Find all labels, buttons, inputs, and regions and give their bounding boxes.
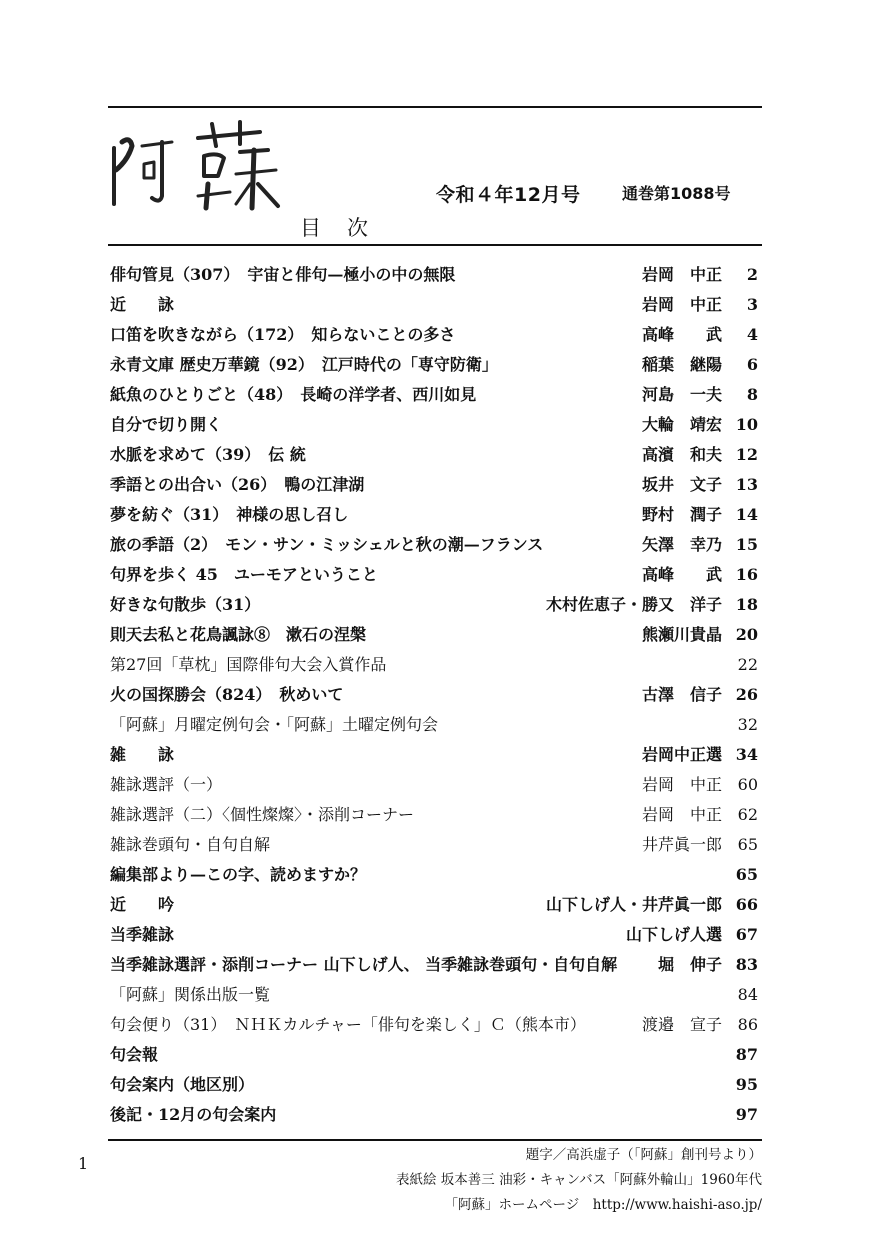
toc-entry[interactable] bbox=[108, 710, 758, 740]
toc-entry[interactable] bbox=[108, 350, 758, 380]
toc-title: 口笛を吹きながら（172） 知らないことの多さ bbox=[110, 325, 456, 344]
contents-heading: 目次 bbox=[300, 216, 394, 240]
toc-title: 近 詠 bbox=[110, 295, 175, 314]
toc-title: 季語との出合い（26） 鴨の江津湖 bbox=[110, 475, 365, 494]
toc-author: 山下しげ人選 bbox=[625, 925, 722, 944]
title-calligraphy-logo bbox=[100, 112, 300, 212]
toc-title: 「阿蘇」月曜定例句会・「阿蘇」土曜定例句会 bbox=[110, 715, 439, 734]
toc-author: 岩岡 中正 bbox=[641, 295, 722, 314]
toc-entry[interactable] bbox=[108, 530, 758, 560]
toc-title: 句会報 bbox=[110, 1045, 159, 1064]
toc-entry[interactable] bbox=[108, 950, 758, 980]
toc-title: 句界を歩く 45 ユーモアということ bbox=[110, 565, 378, 584]
toc-entry[interactable] bbox=[108, 1100, 758, 1130]
toc-entry[interactable] bbox=[108, 290, 758, 320]
cover-credit: 表紙絵 坂本善三 油彩・キャンバス「阿蘇外輪山」1960年代 bbox=[396, 1172, 762, 1188]
toc-title: 句会便り（31） ＮＨＫカルチャー「俳句を楽しく」Ｃ（熊本市） bbox=[110, 1015, 586, 1034]
toc-title: 「阿蘇」関係出版一覧 bbox=[110, 985, 271, 1004]
volume-number: 通巻第1088号 bbox=[622, 184, 731, 203]
top-rule bbox=[108, 106, 762, 108]
toc-entry[interactable] bbox=[108, 440, 758, 470]
toc-title: 好きな句散歩（31） bbox=[110, 595, 261, 614]
toc-author: 岩岡中正選 bbox=[641, 745, 722, 764]
toc-page: 14 bbox=[735, 505, 758, 524]
toc-page: 86 bbox=[737, 1015, 758, 1034]
homepage-link[interactable]: 「阿蘇」ホームページ http://www.haishi-aso.jp/ bbox=[444, 1197, 762, 1213]
toc-entry[interactable] bbox=[108, 1040, 758, 1070]
table-of-contents bbox=[108, 260, 758, 1130]
toc-author: 河島 一夫 bbox=[641, 385, 722, 404]
toc-title: 水脈を求めて（39） 伝 統 bbox=[110, 445, 306, 464]
toc-page: 65 bbox=[735, 865, 758, 884]
toc-entry[interactable] bbox=[108, 620, 758, 650]
toc-entry[interactable] bbox=[108, 770, 758, 800]
toc-entry[interactable] bbox=[108, 890, 758, 920]
toc-page: 16 bbox=[735, 565, 758, 584]
toc-entry[interactable] bbox=[108, 500, 758, 530]
toc-title: 則天去私と花鳥諷詠⑧ 漱石の涅槃 bbox=[110, 625, 367, 644]
toc-entry[interactable] bbox=[108, 740, 758, 770]
toc-author: 岩岡 中正 bbox=[641, 775, 722, 794]
toc-author: 渡邉 宣子 bbox=[641, 1015, 722, 1034]
toc-entry[interactable] bbox=[108, 1010, 758, 1040]
toc-author: 熊瀬川貴晶 bbox=[641, 625, 722, 644]
toc-entry[interactable] bbox=[108, 410, 758, 440]
toc-page: 83 bbox=[735, 955, 758, 974]
toc-author: 堀 伸子 bbox=[657, 955, 722, 974]
toc-page: 10 bbox=[735, 415, 758, 434]
toc-page: 13 bbox=[735, 475, 758, 494]
toc-page: 84 bbox=[737, 985, 758, 1004]
toc-title: 編集部より—この字、読めますか？ bbox=[110, 865, 367, 884]
toc-entry[interactable] bbox=[108, 380, 758, 410]
toc-page: 87 bbox=[735, 1045, 758, 1064]
toc-entry[interactable] bbox=[108, 320, 758, 350]
toc-title: 自分で切り開く bbox=[110, 415, 223, 434]
title-credit: 題字／高浜虚子（「阿蘇」創刊号より） bbox=[525, 1147, 762, 1163]
toc-title: 旅の季語（2） モン・サン・ミッシェルと秋の潮—フランス bbox=[110, 535, 544, 554]
toc-page: 4 bbox=[746, 325, 758, 344]
issue-date: 令和４年12月号 bbox=[436, 184, 581, 206]
toc-entry[interactable] bbox=[108, 980, 758, 1010]
toc-title: 俳句管見（307） 宇宙と俳句—極小の中の無限 bbox=[110, 265, 456, 284]
toc-author: 高濱 和夫 bbox=[641, 445, 722, 464]
toc-page: 18 bbox=[735, 595, 758, 614]
toc-title: 雑 詠 bbox=[110, 745, 175, 764]
toc-entry[interactable] bbox=[108, 680, 758, 710]
toc-title: 雑詠巻頭句・自句自解 bbox=[110, 835, 271, 854]
toc-title: 後記・12月の句会案内 bbox=[110, 1105, 277, 1124]
toc-author: 井芹眞一郎 bbox=[641, 835, 722, 854]
toc-author: 高峰 武 bbox=[641, 565, 722, 584]
toc-title: 夢を紡ぐ（31） 神様の思し召し bbox=[110, 505, 349, 524]
toc-title: 火の国探勝会（824） 秋めいて bbox=[110, 685, 344, 704]
toc-page: 65 bbox=[737, 835, 758, 854]
toc-page: 12 bbox=[735, 445, 758, 464]
toc-author: 野村 潤子 bbox=[641, 505, 722, 524]
toc-page: 95 bbox=[735, 1075, 758, 1094]
toc-title: 雑詠選評（一） bbox=[110, 775, 223, 794]
toc-page: 66 bbox=[735, 895, 758, 914]
toc-entry[interactable] bbox=[108, 830, 758, 860]
toc-author: 稲葉 継陽 bbox=[641, 355, 722, 374]
toc-entry[interactable] bbox=[108, 800, 758, 830]
toc-page: 34 bbox=[735, 745, 758, 764]
toc-author: 大輪 靖宏 bbox=[641, 415, 722, 434]
toc-entry[interactable] bbox=[108, 650, 758, 680]
toc-entry[interactable] bbox=[108, 560, 758, 590]
toc-page: 8 bbox=[746, 385, 758, 404]
toc-entry[interactable] bbox=[108, 1070, 758, 1100]
toc-author: 山下しげ人・井芹眞一郎 bbox=[545, 895, 722, 914]
toc-entry[interactable] bbox=[108, 590, 758, 620]
page-number: 1 bbox=[78, 1154, 89, 1173]
toc-title: 紙魚のひとりごと（48） 長崎の洋学者、西川如見 bbox=[110, 385, 477, 404]
toc-title: 第27回「草枕」国際俳句大会入賞作品 bbox=[110, 655, 387, 674]
toc-author: 高峰 武 bbox=[641, 325, 722, 344]
toc-page: 6 bbox=[746, 355, 758, 374]
toc-page: 20 bbox=[735, 625, 758, 644]
toc-author: 矢澤 幸乃 bbox=[641, 535, 722, 554]
toc-title: 永青文庫 歴史万華鏡（92） 江戸時代の「専守防衛」 bbox=[110, 355, 498, 374]
toc-page: 97 bbox=[735, 1105, 758, 1124]
toc-page: 60 bbox=[737, 775, 758, 794]
toc-entry[interactable] bbox=[108, 260, 758, 290]
toc-entry[interactable] bbox=[108, 470, 758, 500]
toc-page: 2 bbox=[746, 265, 758, 284]
toc-page: 26 bbox=[735, 685, 758, 704]
toc-title: 雑詠選評（二）〈個性燦燦〉・添削コーナー bbox=[110, 805, 415, 824]
toc-author: 木村佐恵子・勝又 洋子 bbox=[545, 595, 722, 614]
toc-page: 62 bbox=[737, 805, 758, 824]
toc-title: 近 吟 bbox=[110, 895, 175, 914]
toc-author: 古澤 信子 bbox=[641, 685, 722, 704]
toc-page: 15 bbox=[735, 535, 758, 554]
toc-author: 岩岡 中正 bbox=[641, 265, 722, 284]
header-rule bbox=[108, 244, 762, 246]
toc-page: 67 bbox=[735, 925, 758, 944]
toc-page: 22 bbox=[737, 655, 758, 674]
toc-entry[interactable] bbox=[108, 920, 758, 950]
toc-title: 当季雑詠選評・添削コーナー 山下しげ人、 当季雑詠巻頭句・自句自解 bbox=[110, 955, 618, 974]
toc-author: 坂井 文子 bbox=[641, 475, 722, 494]
footer-rule bbox=[108, 1139, 762, 1141]
toc-page: 32 bbox=[737, 715, 758, 734]
toc-title: 句会案内（地区別） bbox=[110, 1075, 255, 1094]
toc-entry[interactable] bbox=[108, 860, 758, 890]
toc-page: 3 bbox=[746, 295, 758, 314]
toc-title: 当季雑詠 bbox=[110, 925, 175, 944]
toc-author: 岩岡 中正 bbox=[641, 805, 722, 824]
